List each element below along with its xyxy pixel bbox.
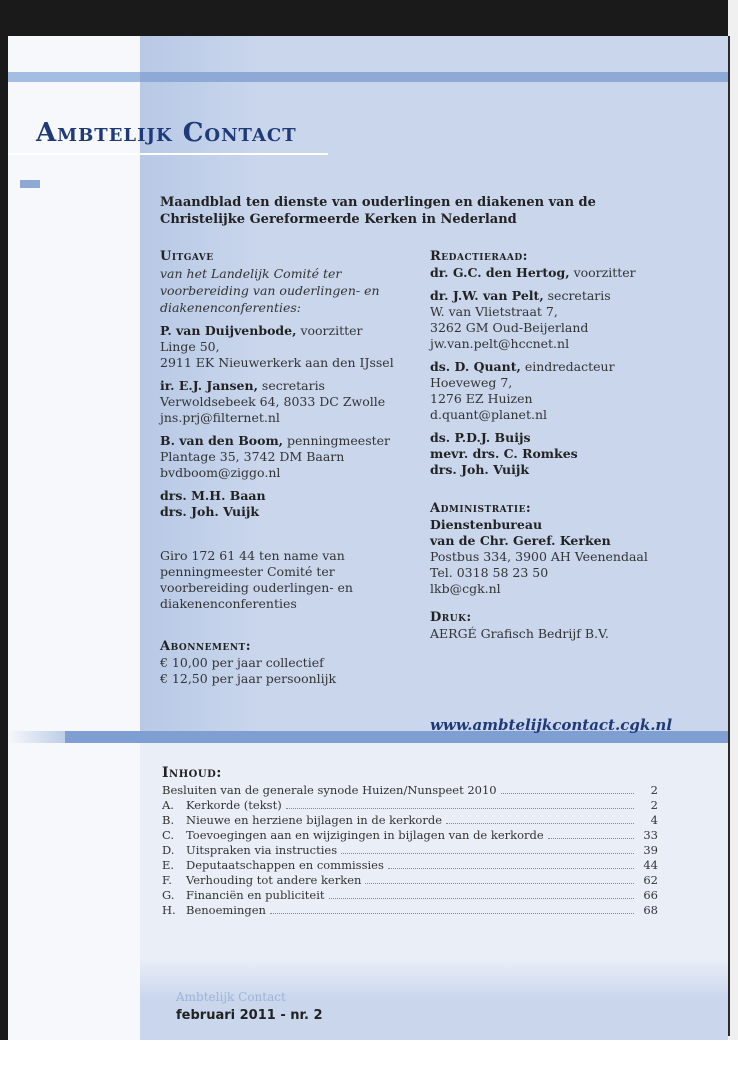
toc-row xyxy=(162,828,658,843)
toc-leader xyxy=(548,838,634,839)
table-of-contents xyxy=(162,765,658,918)
price-line: € 10,00 per jaar collectief xyxy=(160,655,324,670)
toc-title: Nieuwe en herziene bijlagen in de kerkorde xyxy=(186,813,443,827)
person-block xyxy=(160,323,400,371)
druk-heading: Druk: xyxy=(430,610,472,625)
title-underline xyxy=(8,153,328,155)
toc-row xyxy=(162,813,658,828)
giro-line: Giro 172 61 44 ten name van xyxy=(160,548,345,563)
person-block xyxy=(430,288,720,352)
address-line: 2911 EK Nieuwerkerk aan den IJssel xyxy=(160,355,394,370)
email-address: lkb@cgk.nl xyxy=(430,581,501,596)
person-role: voorzitter xyxy=(296,323,363,338)
toc-leader xyxy=(446,823,634,824)
toc-row xyxy=(162,783,658,798)
footer-issue: februari 2011 - nr. 2 xyxy=(176,1008,323,1023)
giro-line: penningmeester Comité ter xyxy=(160,564,335,579)
scan-frame-bottom xyxy=(0,1040,738,1068)
toc-page: 66 xyxy=(643,888,658,902)
member-name: drs. Joh. Vuijk xyxy=(430,462,530,477)
toc-title: Toevoegingen aan en wijzigingen in bijlagen van de kerkorde xyxy=(186,828,544,842)
toc-letter: B. xyxy=(162,813,175,827)
person-role: voorzitter xyxy=(569,265,636,280)
person-name: ds. D. Quant, xyxy=(430,359,521,374)
address-line: Plantage 35, 3742 DM Baarn xyxy=(160,449,345,464)
redactieraad-heading: Redactieraad: xyxy=(430,249,528,264)
member-name: ds. P.D.J. Buijs xyxy=(430,430,531,445)
member-name: mevr. drs. C. Romkes xyxy=(430,446,578,461)
email-address: bvdboom@ziggo.nl xyxy=(160,465,281,480)
person-name: P. van Duijvenbode, xyxy=(160,323,297,338)
left-marker xyxy=(20,180,40,188)
toc-title: Uitspraken via instructies xyxy=(186,843,338,857)
address-line: 1276 EZ Huizen xyxy=(430,391,533,406)
toc-letter: H. xyxy=(162,903,176,917)
toc-letter: G. xyxy=(162,888,175,902)
toc-letter: A. xyxy=(162,798,174,812)
person-block xyxy=(160,378,400,426)
member-name: drs. Joh. Vuijk xyxy=(160,504,260,519)
toc-row xyxy=(162,903,658,918)
uitgave-section xyxy=(160,248,400,687)
address-line: Hoeveweg 7, xyxy=(430,375,513,390)
toc-letter: E. xyxy=(162,858,175,872)
toc-leader xyxy=(329,898,634,899)
toc-title: Benoemingen xyxy=(186,903,266,917)
person-role: eindredacteur xyxy=(520,359,615,374)
abonnement-heading: Abonnement: xyxy=(160,639,252,654)
toc-leader xyxy=(388,868,634,869)
toc-leader xyxy=(365,883,634,884)
administratie-heading: Administratie: xyxy=(430,501,532,516)
email-address: jns.prj@filternet.nl xyxy=(160,410,280,425)
toc-title: Kerkorde (tekst) xyxy=(186,798,282,812)
person-name: dr. J.W. van Pelt, xyxy=(430,288,544,303)
giro-line: voorbereiding ouderlingen- en xyxy=(160,580,353,595)
person-name: B. van den Boom, xyxy=(160,433,284,448)
redactieraad-section xyxy=(430,248,720,642)
address-line: Verwoldsebeek 64, 8033 DC Zwolle xyxy=(160,394,386,409)
printer-line: AERGÉ Grafisch Bedrijf B.V. xyxy=(430,626,609,641)
toc-leader xyxy=(286,808,634,809)
scan-frame-left xyxy=(0,0,8,1068)
address-line: 3262 GM Oud-Beijerland xyxy=(430,320,589,335)
uitgave-heading: Uitgave xyxy=(160,249,214,264)
toc-leader xyxy=(341,853,634,854)
address-line: W. van Vlietstraat 7, xyxy=(430,304,558,319)
website-link[interactable]: www.ambtelijkcontact.cgk.nl xyxy=(430,716,673,734)
toc-page: 4 xyxy=(650,813,658,827)
toc-title: Financiën en publiciteit xyxy=(186,888,325,902)
toc-page: 2 xyxy=(650,783,658,797)
toc-letter: F. xyxy=(162,873,172,887)
address-line: Postbus 334, 3900 AH Veenendaal xyxy=(430,549,648,564)
toc-title: Verhouding tot andere kerken xyxy=(186,873,362,887)
org-line: van de Chr. Geref. Kerken xyxy=(430,533,611,548)
toc-leader xyxy=(501,793,634,794)
toc-row xyxy=(162,873,658,888)
phone-line: Tel. 0318 58 23 50 xyxy=(430,565,549,580)
magazine-title: Ambtelijk Contact xyxy=(36,118,297,148)
person-role: secretaris xyxy=(543,288,611,303)
toc-page: 39 xyxy=(643,843,658,857)
toc-row xyxy=(162,843,658,858)
price-line: € 12,50 per jaar persoonlijk xyxy=(160,671,337,686)
toc-page: 2 xyxy=(650,798,658,812)
person-block xyxy=(160,433,400,481)
toc-row xyxy=(162,798,658,813)
toc-letter: C. xyxy=(162,828,175,842)
email-address: jw.van.pelt@hccnet.nl xyxy=(430,336,570,351)
uitgave-intro: van het Landelijk Comité ter voorbereiding van ouderlingen- en diakenenconferenties: xyxy=(160,266,380,315)
scan-frame-right-edge xyxy=(728,36,730,1036)
toc-title: Besluiten van de generale synode Huizen/Nunspeet 2010 xyxy=(162,783,497,797)
person-role: secretaris xyxy=(257,378,325,393)
org-line: Dienstenbureau xyxy=(430,517,543,532)
giro-line: diakenenconferenties xyxy=(160,596,297,611)
toc-row xyxy=(162,888,658,903)
scan-frame-top xyxy=(0,0,738,36)
toc-title: Deputaatschappen en commissies xyxy=(186,858,384,872)
person-role: penningmeester xyxy=(283,433,391,448)
top-band-dark xyxy=(140,72,728,82)
toc-leader xyxy=(270,913,634,914)
toc-page: 68 xyxy=(643,903,658,917)
inhoud-heading: Inhoud: xyxy=(162,765,222,781)
subtitle: Maandblad ten dienste van ouderlingen en diakenen van de Christelijke Gereformeerde Kerken in Nederland xyxy=(160,195,596,227)
toc-page: 33 xyxy=(643,828,658,842)
toc-row xyxy=(162,858,658,873)
toc-page: 62 xyxy=(643,873,658,887)
person-name: dr. G.C. den Hertog, xyxy=(430,265,570,280)
person-block xyxy=(430,359,720,423)
email-address: d.quant@planet.nl xyxy=(430,407,547,422)
member-name: drs. M.H. Baan xyxy=(160,488,266,503)
toc-page: 44 xyxy=(643,858,658,872)
person-name: ir. E.J. Jansen, xyxy=(160,378,258,393)
toc-letter: D. xyxy=(162,843,175,857)
footer-magazine-name: Ambtelijk Contact xyxy=(176,990,286,1004)
address-line: Linge 50, xyxy=(160,339,220,354)
